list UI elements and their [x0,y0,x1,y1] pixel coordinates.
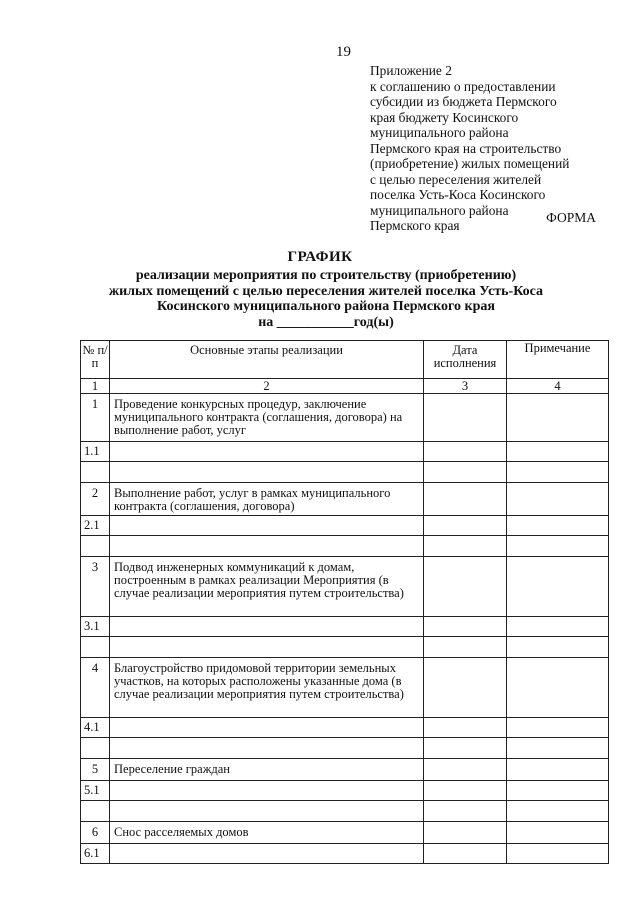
note-cell [507,759,609,781]
column-numbers-row [81,379,609,394]
page-number: 19 [336,44,351,60]
table-row [81,658,609,718]
header-note: Примечание [507,341,609,379]
table-row [81,442,609,462]
document-subtitle [0,268,640,330]
date-cell [424,557,507,617]
table-row [81,394,609,442]
appendix-line: (приобретение) жилых помещений [370,156,570,171]
row-number: 5.1 [81,781,110,801]
column-number: 3 [424,379,507,394]
header-date: Дата исполнения [424,341,507,379]
table-row [81,516,609,536]
note-cell [507,822,609,844]
row-number: 4 [81,658,110,718]
date-cell [424,658,507,718]
appendix-block [370,63,610,234]
appendix-line: поселка Усть-Коса Косинского [370,187,546,202]
appendix-line: Пермского края на строительство [370,140,562,156]
date-cell [424,394,507,442]
table-row [81,483,609,516]
stage-text: Выполнение работ, услуг в рамках муниципального контракта (соглашения, договора) [110,483,424,516]
schedule-table [80,340,609,864]
row-number: 2.1 [81,516,110,536]
table-row [81,738,609,759]
note-cell [507,658,609,718]
row-number: 1 [81,394,110,442]
table-row [81,781,609,801]
note-cell [507,483,609,516]
row-number: 6.1 [81,844,110,864]
subtitle-line: Косинского муниципального района Пермского края [157,299,495,314]
table-row [81,822,609,844]
row-number: 5 [81,759,110,781]
row-number: 1.1 [81,442,110,462]
column-number: 2 [110,379,424,394]
table-row [81,637,609,658]
appendix-line: Пермского края [370,218,460,233]
stage-text: Благоустройство придомовой территории земельных участков, на которых расположены указанные дома (в случае реализации мероприятия путем строительства) [110,658,424,718]
stage-text: Подвод инженерных коммуникаций к домам, построенным в рамках реализации Мероприятия (в случае реализации мероприятия путем строительства) [110,557,424,617]
document-title: ГРАФИК [287,249,353,265]
date-cell [424,759,507,781]
table-header-row [81,341,609,379]
table-row [81,759,609,781]
date-cell [424,483,507,516]
column-number: 1 [81,379,110,394]
appendix-line: с целью переселения жителей [370,171,542,187]
subtitle-line: на ___________год(ы) [258,314,394,330]
subtitle-line: реализации мероприятия по строительству (приобретению) [135,268,517,283]
header-stages: Основные этапы реализации [110,341,424,379]
row-number: 3 [81,557,110,617]
appendix-line: субсидии из бюджета Пермского [370,94,557,109]
appendix-line: края бюджету Косинского [370,109,519,125]
appendix-line: Приложение 2 [370,63,452,78]
header-number: № п/п [81,341,110,379]
subtitle-line: жилых помещений с целью переселения жителей поселка Усть-Коса [108,283,544,299]
table-row [81,718,609,738]
row-number: 2 [81,483,110,516]
table-row [81,557,609,617]
table-row [81,617,609,637]
stage-text: Снос расселяемых домов [110,822,424,844]
row-number: 4.1 [81,718,110,738]
appendix-line: к соглашению о предоставлении [370,78,556,94]
stage-text: Проведение конкурсных процедур, заключение муниципального контракта (соглашения, договора) на выполнение работ, услуг [110,394,424,442]
note-cell [507,557,609,617]
appendix-line: муниципального района [370,202,509,218]
note-cell [507,394,609,442]
appendix-line: муниципального района [370,125,509,140]
table-row [81,462,609,483]
row-number: 3.1 [81,617,110,637]
form-label: ФОРМА [546,210,596,225]
table-row [81,536,609,557]
column-number: 4 [507,379,609,394]
table-row [81,844,609,864]
row-number: 6 [81,822,110,844]
date-cell [424,822,507,844]
table-row [81,801,609,822]
stage-text: Переселение граждан [110,759,424,781]
